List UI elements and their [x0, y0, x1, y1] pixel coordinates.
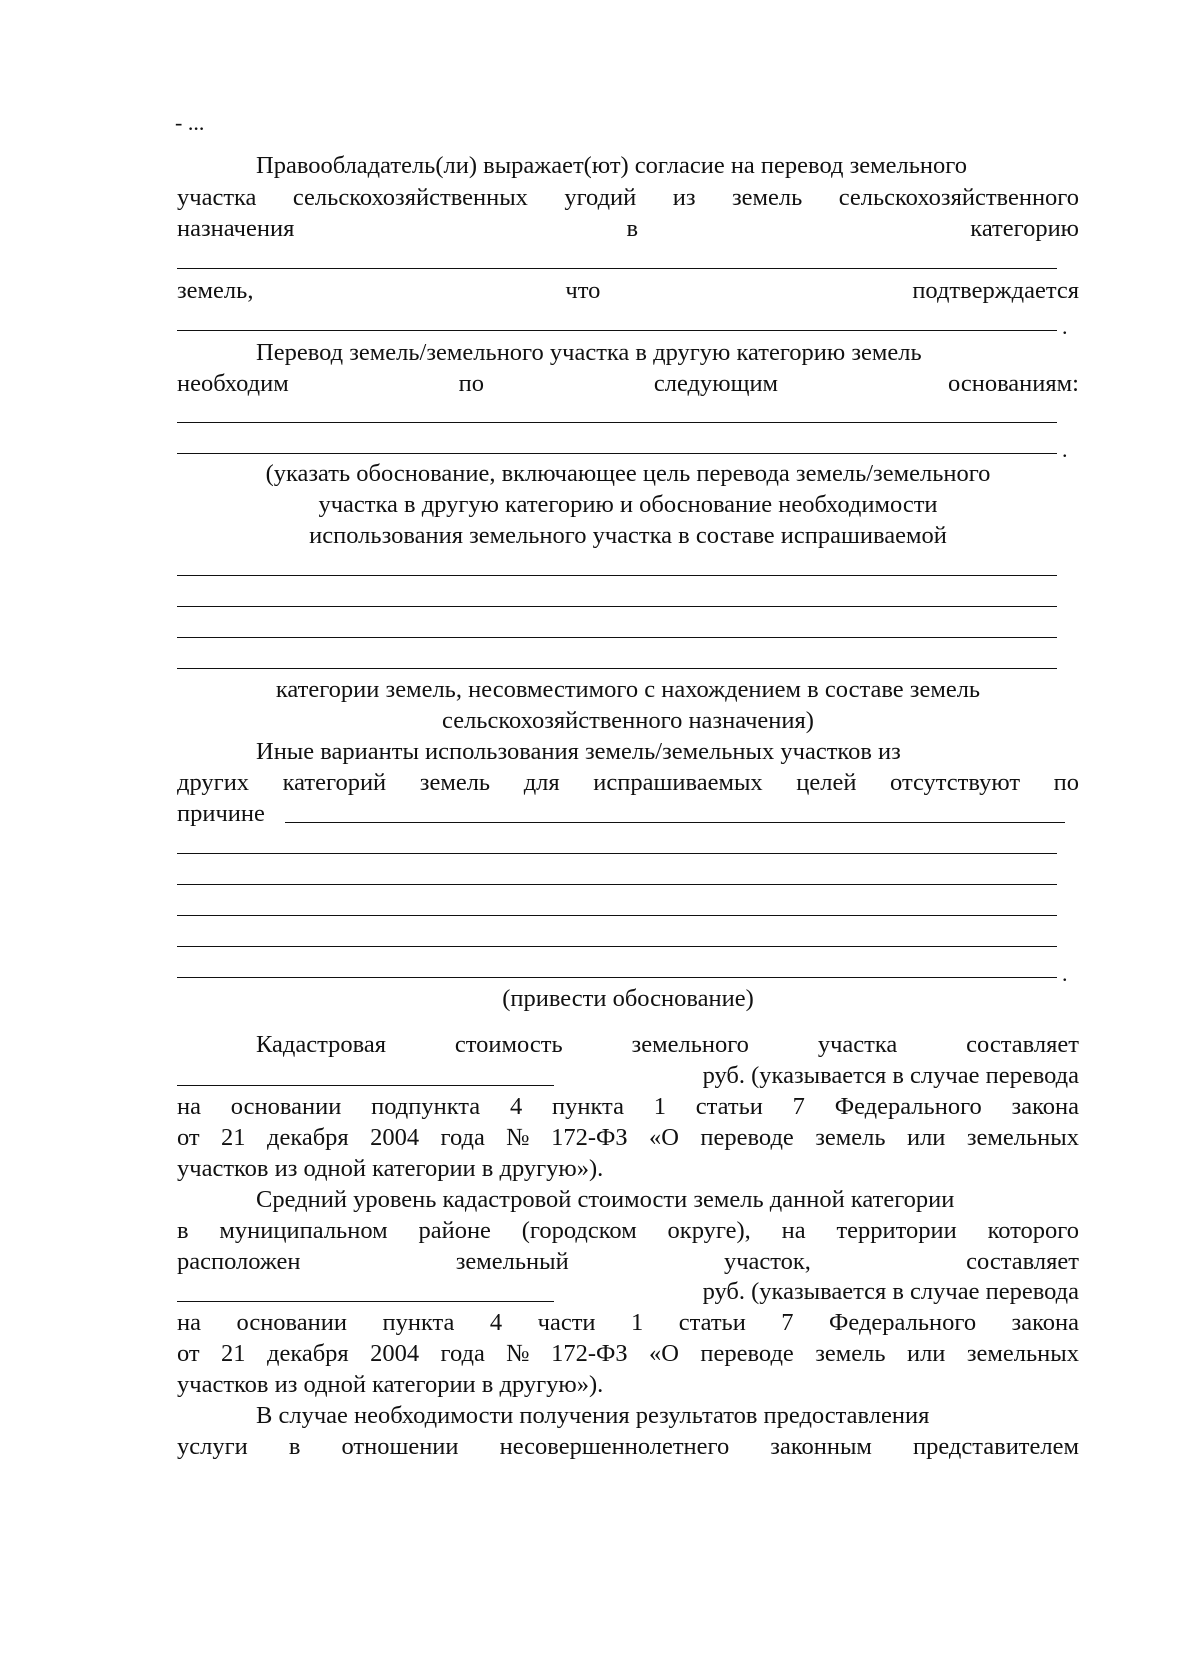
- necessity-line-1: Перевод земель/земельного участка в другую категорию земель: [256, 339, 922, 366]
- consent-line-4: [177, 275, 1079, 307]
- period: .: [1062, 314, 1068, 339]
- word: категорию: [970, 215, 1079, 242]
- word: составляет: [966, 1031, 1079, 1058]
- blank-line-justification-3: [177, 637, 1057, 638]
- blank-line-reason-2: [177, 884, 1057, 885]
- blank-line-confirmation: [177, 330, 1057, 331]
- text: на основании подпункта 4 пункта 1 статьи 7 Федерального закона: [177, 1093, 1079, 1120]
- word: земельный: [455, 1248, 569, 1275]
- alternatives-line-2: [177, 767, 1079, 799]
- blank-line-reason-4: [177, 946, 1057, 947]
- average-line-6: [177, 1338, 1079, 1370]
- period: .: [1062, 961, 1068, 986]
- word: Кадастровая: [256, 1031, 387, 1058]
- text: услуги в отношении несовершеннолетнего законным представителем: [177, 1433, 1079, 1460]
- blank-line-justification-4: [177, 668, 1057, 669]
- word: что: [565, 277, 601, 304]
- justification-note-4: категории земель, несовместимого с нахождением в составе земель: [275, 676, 981, 703]
- word: участок,: [723, 1248, 811, 1275]
- blank-line-reason-inline: [285, 822, 1065, 823]
- average-line-1: Средний уровень кадастровой стоимости земель данной категории: [256, 1186, 955, 1213]
- word: расположен: [177, 1248, 301, 1275]
- blank-line-justification-2: [177, 606, 1057, 607]
- average-line-4-text: руб. (указывается в случае перевода: [702, 1278, 1079, 1305]
- blank-line-average-value: [177, 1301, 554, 1302]
- cadastral-line-3: [177, 1091, 1079, 1123]
- word: земель,: [177, 277, 254, 304]
- blank-line-cadastral-value: [177, 1085, 554, 1086]
- blank-line-reason-3: [177, 915, 1057, 916]
- cadastral-line-1: [256, 1029, 1079, 1061]
- word: назначения: [177, 215, 295, 242]
- consent-line-3: [177, 213, 1079, 245]
- reason-label: причине: [177, 800, 265, 827]
- alternatives-line-2-text: других категорий земель для испрашиваемых целей отсутствуют по: [177, 769, 1079, 796]
- blank-line-justification-1: [177, 575, 1057, 576]
- word: составляет: [966, 1248, 1079, 1275]
- word: необходим: [177, 370, 289, 397]
- justification-note-2: участка в другую категорию и обоснование необходимости: [318, 491, 938, 518]
- consent-line-1: Правообладатель(ли) выражает(ют) согласие на перевод земельного: [256, 152, 967, 179]
- average-line-4: [567, 1276, 1079, 1308]
- alternatives-line-1: Иные варианты использования земель/земельных участков из: [256, 738, 901, 765]
- text: от 21 декабря 2004 года № 172-ФЗ «О переводе земель или земельных: [177, 1340, 1079, 1367]
- text: от 21 декабря 2004 года № 172-ФЗ «О переводе земель или земельных: [177, 1124, 1079, 1151]
- cadastral-line-4: [177, 1122, 1079, 1154]
- justification-note-1: (указать обоснование, включающее цель перевода земель/земельного: [265, 460, 991, 487]
- period: .: [1062, 437, 1068, 462]
- minor-line-1: В случае необходимости получения результатов предоставления: [256, 1402, 930, 1429]
- page-marker: - ...: [175, 110, 205, 135]
- text: в муниципальном районе (городском округе), на территории которого: [177, 1217, 1079, 1244]
- word: основаниям:: [947, 370, 1079, 397]
- minor-line-2: [177, 1431, 1079, 1463]
- cadastral-line-2-text: руб. (указывается в случае перевода: [702, 1062, 1079, 1089]
- justification-note-5: сельскохозяйственного назначения): [442, 707, 814, 734]
- word: стоимость: [454, 1031, 563, 1058]
- word: в: [626, 215, 639, 242]
- word: по: [458, 370, 484, 397]
- blank-line-reason-5: [177, 977, 1057, 978]
- consent-line-2-text: участка сельскохозяйственных угодий из земель сельскохозяйственного: [177, 184, 1079, 211]
- blank-line-grounds-2: [177, 453, 1057, 454]
- reason-note: (привести обоснование): [502, 985, 754, 1012]
- text: на основании пункта 4 части 1 статьи 7 Федерального закона: [177, 1309, 1079, 1336]
- cadastral-line-5: участков из одной категории в другую»).: [177, 1155, 604, 1182]
- cadastral-line-2: [567, 1060, 1079, 1092]
- word: подтверждается: [912, 277, 1079, 304]
- alternatives-line-3: [177, 798, 1079, 830]
- blank-line-reason-1: [177, 853, 1057, 854]
- word: участка: [817, 1031, 898, 1058]
- average-line-2: [177, 1215, 1079, 1247]
- blank-line-category: [177, 268, 1057, 269]
- necessity-line-2: [177, 368, 1079, 400]
- consent-line-2: [177, 182, 1079, 214]
- blank-line-grounds-1: [177, 422, 1057, 423]
- average-line-7: участков из одной категории в другую»).: [177, 1371, 604, 1398]
- word: следующим: [653, 370, 779, 397]
- word: земельного: [631, 1031, 749, 1058]
- justification-note-3: использования земельного участка в составе испрашиваемой: [309, 522, 947, 549]
- average-line-3: [177, 1246, 1079, 1278]
- average-line-5: [177, 1307, 1079, 1339]
